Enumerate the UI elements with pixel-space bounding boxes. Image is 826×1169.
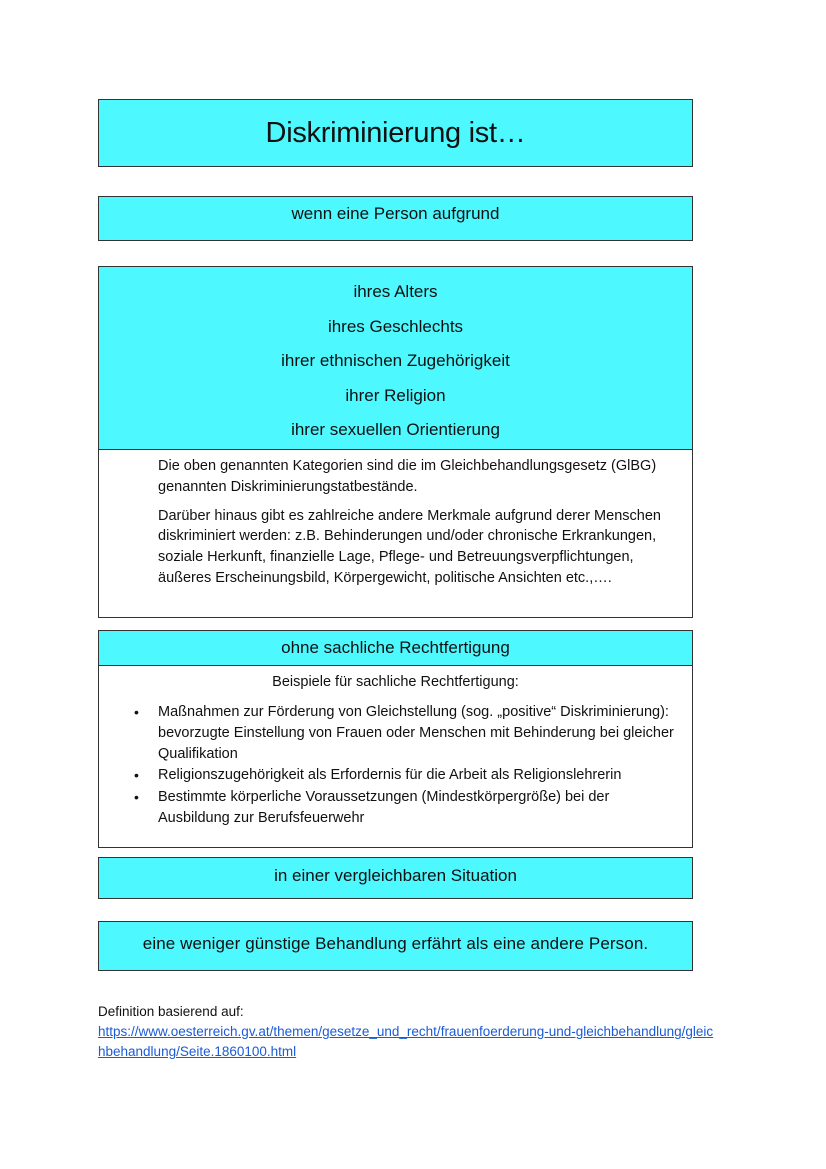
category-item: ihrer Religion xyxy=(345,385,446,405)
list-item-text: Bestimmte körperliche Voraussetzungen (Mindestkörpergröße) bei der Ausbildung zur Berufsfeuerwehr xyxy=(158,789,610,826)
list-item xyxy=(134,765,678,786)
intro-text: wenn eine Person aufgrund xyxy=(291,204,500,223)
footer xyxy=(98,1002,718,1062)
categories-notes xyxy=(99,450,692,589)
category-item: ihres Alters xyxy=(353,282,438,301)
title-box xyxy=(98,99,693,167)
list-item xyxy=(134,702,678,764)
situation-box xyxy=(98,857,693,899)
conclusion-text: eine weniger günstige Behandlung erfährt als eine andere Person. xyxy=(142,934,649,953)
list-item-text: Religionszugehörigkeit als Erfordernis für die Arbeit als Religionslehrerin xyxy=(158,767,622,784)
source-link[interactable]: https://www.oesterreich.gv.at/themen/gesetze_und_recht/frauenfoerderung-und-gleichbehandlung/gleichbehandlung/Seite.1860100.html xyxy=(98,1024,714,1059)
list-item xyxy=(134,787,678,829)
category-item: ihrer sexuellen Orientierung xyxy=(291,420,500,440)
footer-label: Definition basierend auf: xyxy=(98,1004,244,1019)
justification-box xyxy=(98,630,693,848)
justification-list xyxy=(99,702,678,829)
bullet-icon: • xyxy=(134,704,139,720)
conclusion-box xyxy=(98,921,693,971)
bullet-icon: • xyxy=(134,767,139,784)
situation-text: in einer vergleichbaren Situation xyxy=(274,866,517,885)
category-item: ihres Geschlechts xyxy=(327,316,464,336)
categories-box xyxy=(98,266,693,618)
list-item-text: Maßnahmen zur Förderung von Gleichstellung (sog. „positive“ Diskriminierung): bevorzugte Einstellung von Frauen oder Menschen mit Behinderung bei gleicher Qualifikation xyxy=(158,704,674,762)
page-title: Diskriminierung ist… xyxy=(265,117,526,149)
bullet-icon: • xyxy=(134,789,139,806)
justification-heading: ohne sachliche Rechtfertigung xyxy=(99,631,692,666)
category-item: ihrer ethnischen Zugehörigkeit xyxy=(281,351,510,371)
intro-box xyxy=(98,196,693,241)
category-note: Darüber hinaus gibt es zahlreiche andere Merkmale aufgrund derer Menschen diskriminiert werden: z.B. Behinderungen und/oder chronische Erkrankungen, soziale Herkunft, finanzielle Lage, Pflege- und Betreuungsverpflichtungen, äußeres Erscheinungsbild, Körpergewicht, politische Ansichten etc.,…. xyxy=(158,507,661,586)
categories-list xyxy=(99,267,692,450)
category-note: Die oben genannten Kategorien sind die im Gleichbehandlungsgesetz (GlBG) genannten Diskriminierungstatbestände. xyxy=(158,458,657,495)
justification-subheading: Beispiele für sachliche Rechtfertigung: xyxy=(272,674,519,690)
